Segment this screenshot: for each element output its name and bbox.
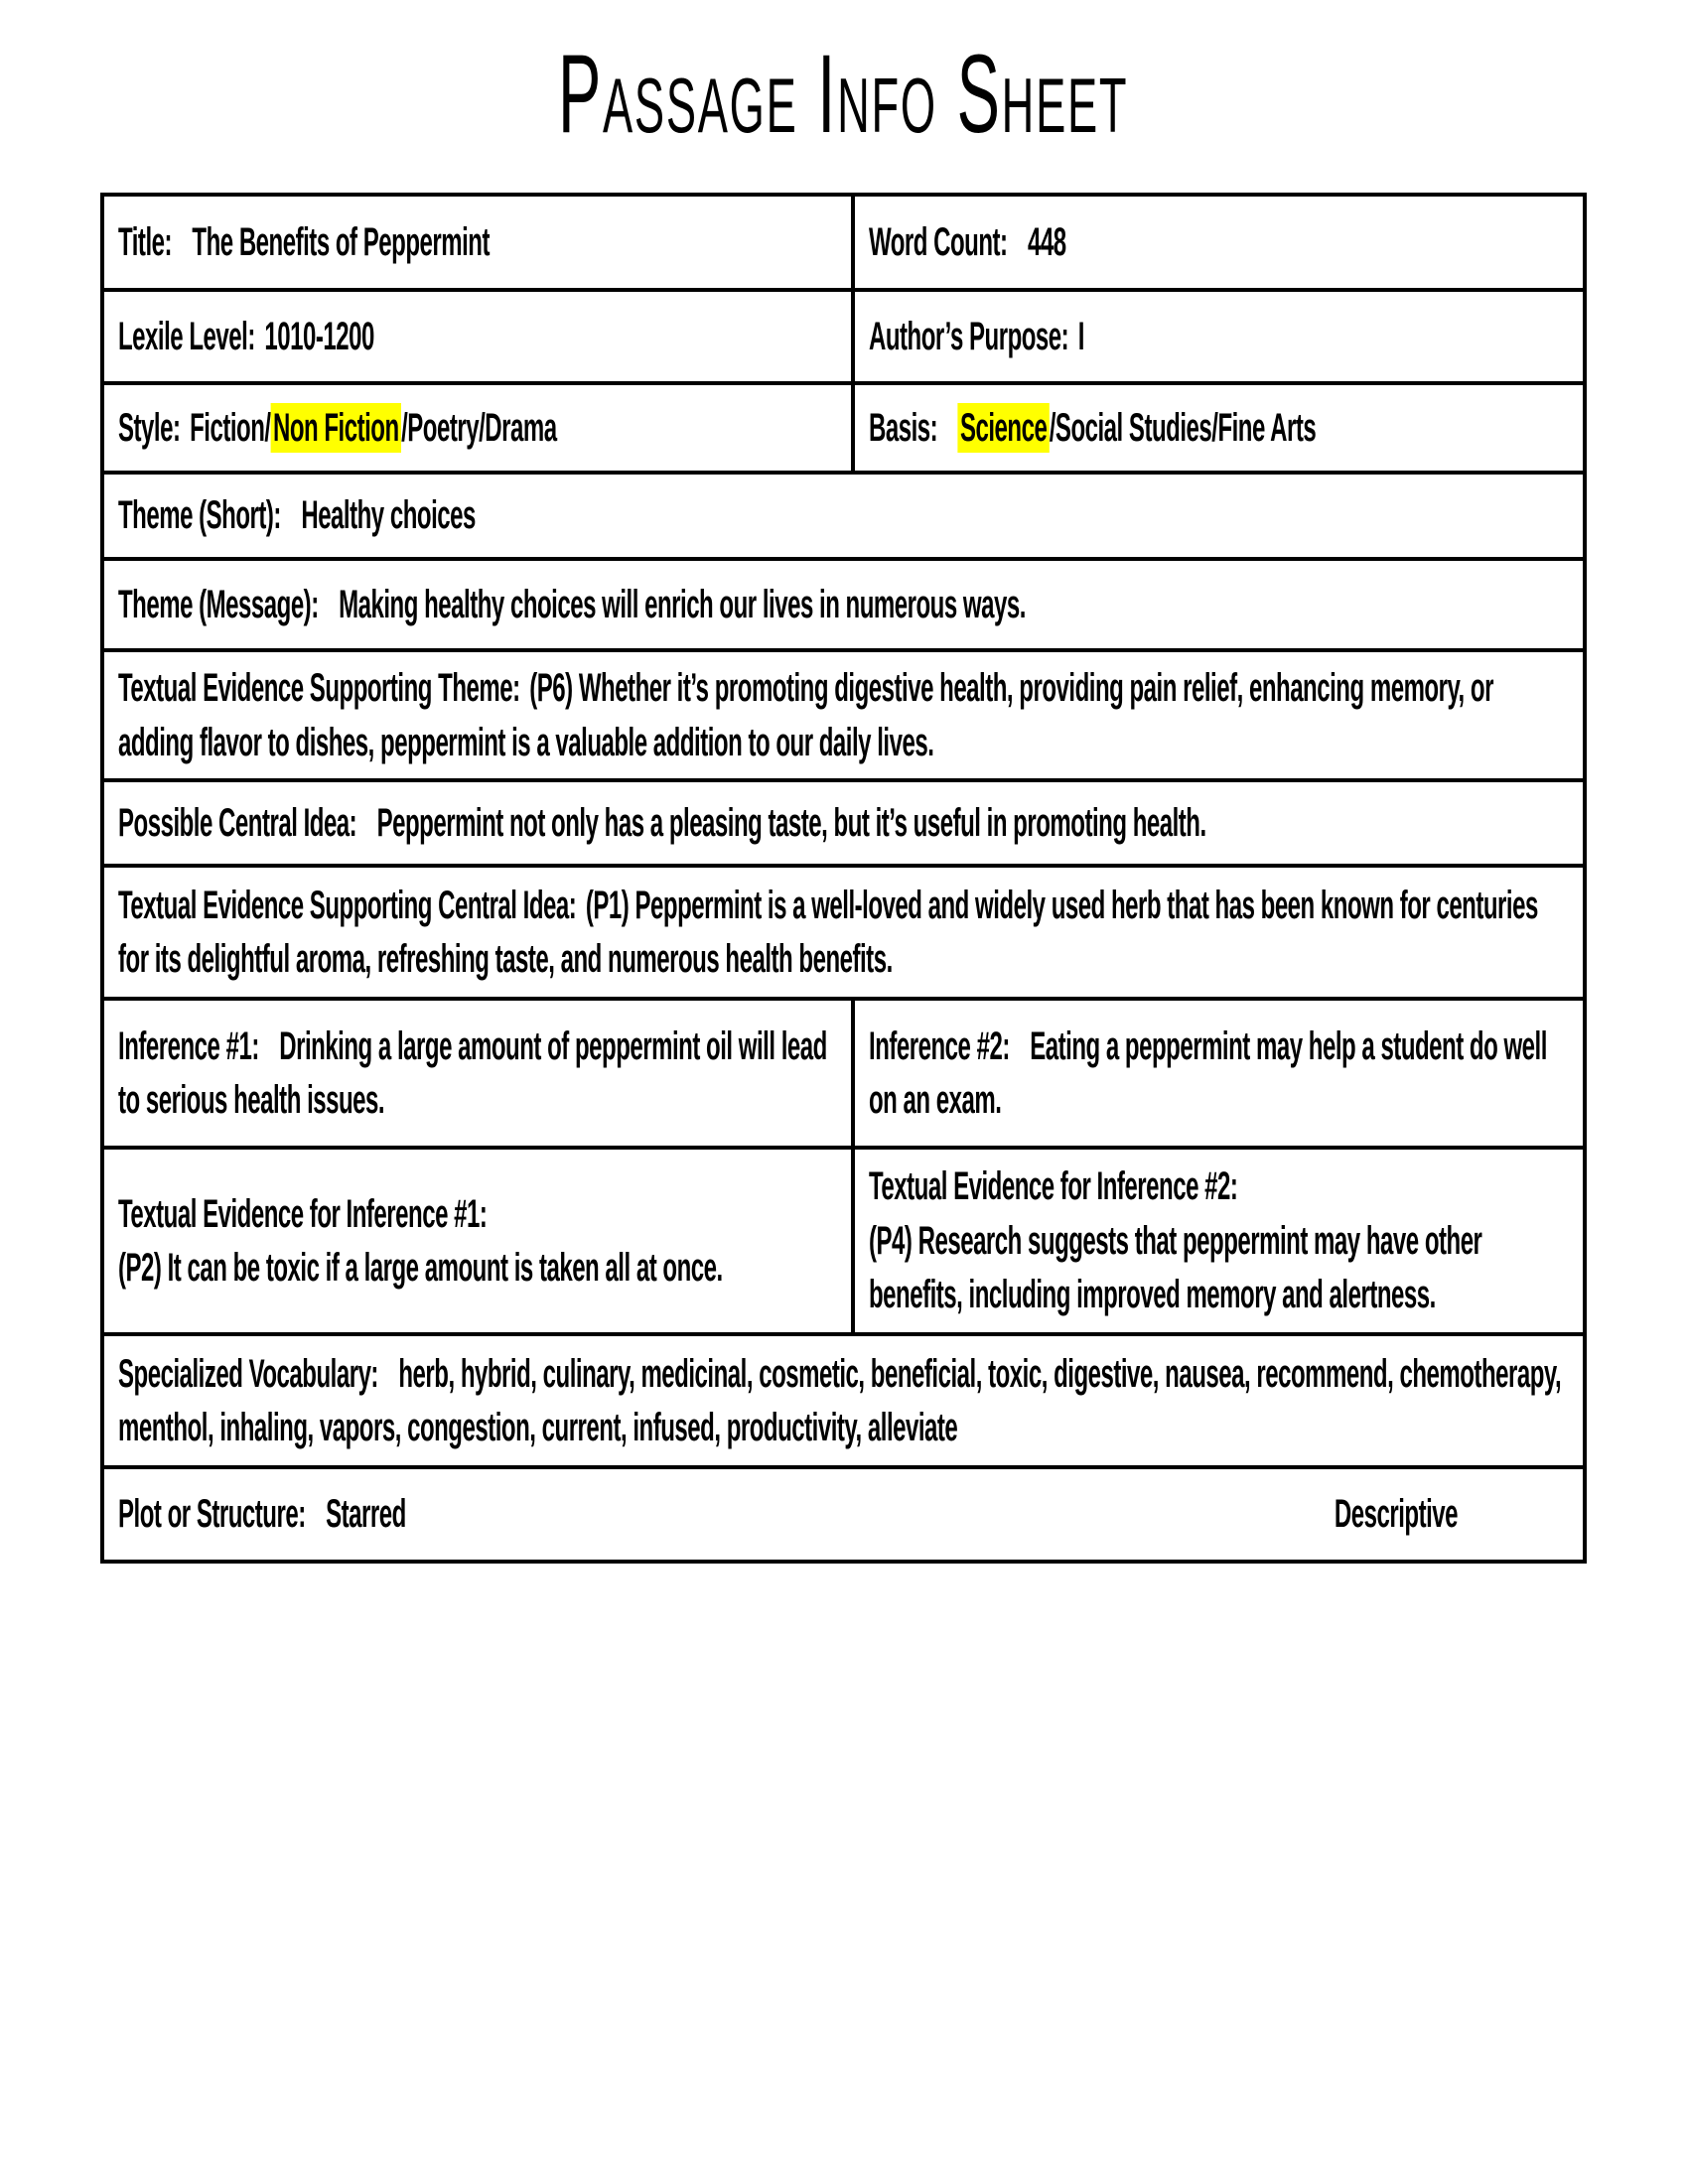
vocabulary-label: Specialized Vocabulary:	[118, 1351, 378, 1396]
cell-vocabulary	[104, 1336, 1583, 1465]
vocabulary-value: herb, hybrid, culinary, medicinal, cosmetic, beneficial, toxic, digestive, nausea, recommend, chemotherapy, menthol, inhaling, vapors, congestion, current, infused, productivity, alleviate	[118, 1351, 1562, 1449]
page-title: Passage Info Sheet	[558, 32, 1129, 156]
theme-short-value: Healthy choices	[301, 493, 476, 538]
cell-central-idea	[104, 782, 1583, 864]
basis-post: /Social Studies/Fine Arts	[1050, 405, 1317, 450]
style-post: /Poetry/Drama	[401, 405, 557, 450]
style-highlight: Non Fiction	[271, 403, 402, 453]
row-plot-structure	[104, 1465, 1583, 1560]
cell-evidence-theme	[104, 652, 1583, 778]
authors-purpose-label: Author’s Purpose:	[869, 314, 1069, 358]
evidence-central-idea-label: Textual Evidence Supporting Central Idea:	[118, 883, 577, 927]
evidence-central-idea-value: (P1) Peppermint is a well-loved and widely used herb that has been known for centuries for its delightful aroma, refreshing taste, and numerous health benefits.	[118, 883, 1538, 981]
evidence-inference-2-label: Textual Evidence for Inference #2:	[869, 1164, 1238, 1209]
cell-theme-message	[104, 561, 1583, 648]
theme-message-value: Making healthy choices will enrich our lives in numerous ways.	[339, 582, 1026, 626]
inference-1-value: Drinking a large amount of peppermint oil will lead to serious health issues.	[118, 1024, 827, 1122]
row-style-basis	[104, 381, 1583, 471]
plot-structure-value: Starred	[326, 1492, 406, 1537]
plot-structure-label: Plot or Structure:	[118, 1492, 306, 1537]
lexile-value: 1010-1200	[264, 314, 374, 358]
cell-basis	[855, 385, 1583, 471]
plot-structure-left	[118, 1487, 406, 1541]
cell-title	[104, 197, 855, 288]
theme-message-label: Theme (Message):	[118, 582, 319, 626]
evidence-inference-1-value: (P2) It can be toxic if a large amount is taken all at once.	[118, 1246, 723, 1290]
title-value: The Benefits of Peppermint	[192, 219, 490, 264]
cell-theme-short	[104, 475, 1583, 557]
row-lexile-purpose	[104, 288, 1583, 381]
style-label: Style:	[118, 405, 181, 450]
row-theme-short	[104, 471, 1583, 557]
inference-1-label: Inference #1:	[118, 1024, 259, 1068]
page-title-wrap	[100, 28, 1587, 169]
cell-authors-purpose	[855, 292, 1583, 381]
inference-2-label: Inference #2:	[869, 1024, 1011, 1068]
theme-short-label: Theme (Short):	[118, 493, 281, 538]
row-vocabulary	[104, 1332, 1583, 1465]
authors-purpose-value: I	[1078, 314, 1085, 358]
cell-evidence-inference-2	[855, 1150, 1583, 1332]
cell-plot-structure	[104, 1469, 1583, 1560]
plot-structure-note: Descriptive	[1334, 1492, 1459, 1537]
row-central-idea	[104, 778, 1583, 864]
evidence-inference-1-label: Textual Evidence for Inference #1:	[118, 1191, 488, 1236]
cell-evidence-inference-1	[104, 1150, 855, 1332]
lexile-label: Lexile Level:	[118, 314, 255, 358]
cell-style	[104, 385, 855, 471]
evidence-theme-value: (P6) Whether it’s promoting digestive health, providing pain relief, enhancing memory, or adding flavor to dishes, peppermint is a valuable addition to our daily lives.	[118, 666, 1493, 764]
basis-label: Basis:	[869, 405, 938, 450]
cell-word-count	[855, 197, 1583, 288]
cell-inference-1	[104, 1001, 855, 1146]
title-label: Title:	[118, 219, 173, 264]
central-idea-value: Peppermint not only has a pleasing taste, but it’s useful in promoting health.	[376, 800, 1206, 845]
central-idea-label: Possible Central Idea:	[118, 800, 357, 845]
row-title-wordcount	[104, 197, 1583, 288]
row-inferences	[104, 997, 1583, 1146]
row-evidence-central-idea	[104, 864, 1583, 997]
basis-highlight: Science	[958, 403, 1050, 453]
inference-2-value: Eating a peppermint may help a student do well on an exam.	[869, 1024, 1548, 1122]
row-evidence-inferences	[104, 1146, 1583, 1332]
cell-evidence-central-idea	[104, 868, 1583, 997]
word-count-label: Word Count:	[869, 219, 1008, 264]
row-evidence-theme	[104, 648, 1583, 778]
cell-inference-2	[855, 1001, 1583, 1146]
passage-info-sheet	[100, 0, 1587, 1564]
style-pre: Fiction/	[190, 405, 271, 450]
word-count-value: 448	[1028, 219, 1066, 264]
row-theme-message	[104, 557, 1583, 648]
evidence-theme-label: Textual Evidence Supporting Theme:	[118, 666, 520, 711]
info-table	[100, 193, 1587, 1564]
cell-lexile	[104, 292, 855, 381]
evidence-inference-2-value: (P4) Research suggests that peppermint may have other benefits, including improved memory and alertness.	[869, 1218, 1482, 1317]
